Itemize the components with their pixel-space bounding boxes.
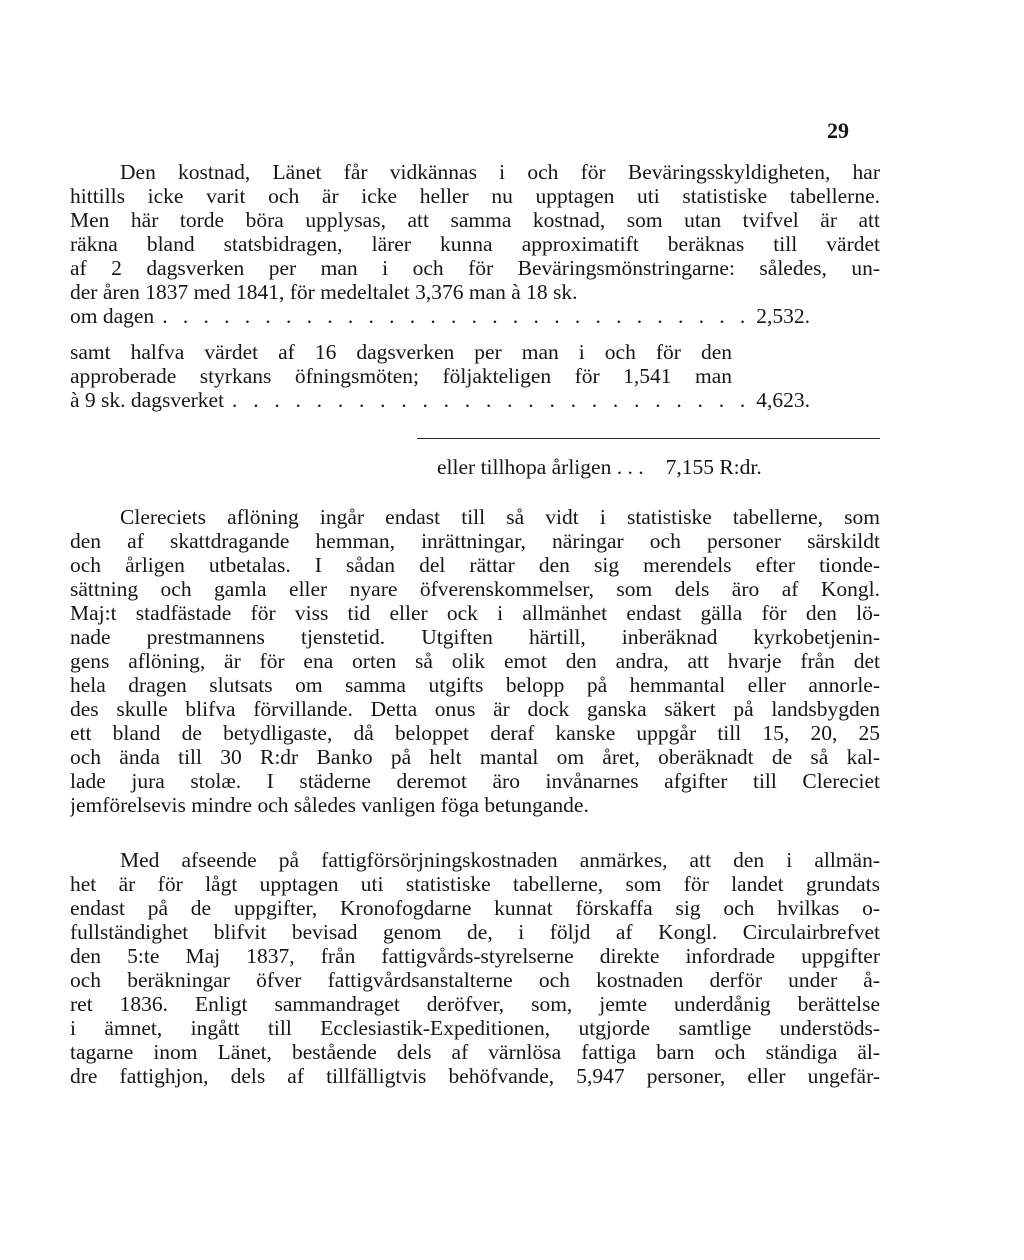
text-line: jemförelsevis mindre och således vanligen föga betungande. — [70, 793, 589, 817]
text-line: fullständighet blifvit bevisad genom de, i följd af Kongl. Circulairbrefvet — [70, 920, 880, 944]
total-value: 7,155 R:dr. — [665, 455, 762, 479]
text-line: hela dragen slutsats om samma utgifts belopp på hemmantal eller annorle- — [70, 673, 880, 697]
annual-total — [437, 455, 762, 479]
text-line: der åren 1837 med 1841, för medeltalet 3,376 man à 18 sk. — [70, 280, 578, 304]
cost-item-value: 2,532. — [756, 304, 810, 328]
text-line: Clereciets aflöning ingår endast till så vidt i statistiske tabellerne, som — [120, 505, 880, 529]
total-label: eller tillhopa årligen . . . — [437, 455, 644, 479]
text-line: Maj:t stadfästade för viss tid eller ock i allmänhet endast gälla för den lö- — [70, 601, 880, 625]
text-line: hittills icke varit och är icke heller nu upptagen uti statistiske tabellerne. — [70, 184, 880, 208]
cost-item-label: à 9 sk. dagsverket — [70, 388, 225, 412]
leader-dots: . . . . . . . . . . . . . . . . . . . . . . . . . . . . . — [162, 304, 749, 328]
text-line: Med afseende på fattigförsörjningskostnaden anmärkes, att den i allmän- — [120, 848, 880, 872]
cost-item-drill — [70, 388, 810, 412]
text-line: Men här torde böra upplysas, att samma kostnad, som utan tvifvel är att — [70, 208, 880, 232]
cost-item-day — [70, 304, 810, 328]
text-line: af 2 dagsverken per man i och för Beväringsmönstringarne: således, un- — [70, 256, 880, 280]
text-line: het är för lågt upptagen uti statistiske tabellerne, som för landet grundats — [70, 872, 880, 896]
text-line: ett bland de betydligaste, då beloppet deraf kanske uppgår till 15, 20, 25 — [70, 721, 880, 745]
text-line: i ämnet, ingått till Ecclesiastik-Expeditionen, utgjorde samtlige understöds- — [70, 1016, 880, 1040]
text-line: dre fattighjon, dels af tillfälligtvis behöfvande, 5,947 personer, eller ungefär- — [70, 1064, 880, 1088]
cost-item-label: om dagen — [70, 304, 155, 328]
text-line: räkna bland statsbidragen, lärer kunna approximatift beräknas till värdet — [70, 232, 880, 256]
text-line: nade prestmannens tjenstetid. Utgiften härtill, inberäknad kyrkobetjenin- — [70, 625, 880, 649]
text-line: sättning och gamla eller nyare öfverenskommelser, som dels äro af Kongl. — [70, 577, 880, 601]
leader-dots: . . . . . . . . . . . . . . . . . . . . . . . . . — [232, 388, 749, 412]
page-number: 29 — [827, 118, 849, 143]
text-line: lade jura stolæ. I städerne deremot äro invånarnes afgifter till Clereciet — [70, 769, 880, 793]
text-line: ret 1836. Enligt sammandraget deröfver, som, jemte underdånig berättelse — [70, 992, 880, 1016]
text-line: och beräkningar öfver fattigvårdsanstalterne och kostnaden derför under å- — [70, 968, 880, 992]
text-line: approberade styrkans öfningsmöten; följakteligen för 1,541 man — [70, 364, 732, 388]
text-line: samt halfva värdet af 16 dagsverken per man i och för den — [70, 340, 732, 364]
text-line: tagarne inom Länet, bestående dels af värnlösa fattiga barn och ständiga äl- — [70, 1040, 880, 1064]
cost-item-value: 4,623. — [756, 388, 810, 412]
text-line: gens aflöning, är för ena orten så olik emot den andra, att hvarje från det — [70, 649, 880, 673]
text-line: Den kostnad, Länet får vidkännas i och för Beväringsskyldigheten, har — [120, 160, 880, 184]
text-line: och årligen utbetalas. I sådan del rättar den sig merendels efter tionde- — [70, 553, 880, 577]
text-line: och ända till 30 R:dr Banko på helt mantal om året, oberäknadt de så kal- — [70, 745, 880, 769]
text-line: des skulle blifva förvillande. Detta onus är dock ganska säkert på landsbygden — [70, 697, 880, 721]
text-line: endast på de uppgifter, Kronofogdarne kunnat förskaffa sig och hvilkas o- — [70, 896, 880, 920]
text-line: den af skattdragande hemman, inrättningar, näringar och personer särskildt — [70, 529, 880, 553]
sum-rule — [417, 438, 880, 439]
text-line: den 5:te Maj 1837, från fattigvårds-styrelserne direkte infordrade uppgifter — [70, 944, 880, 968]
